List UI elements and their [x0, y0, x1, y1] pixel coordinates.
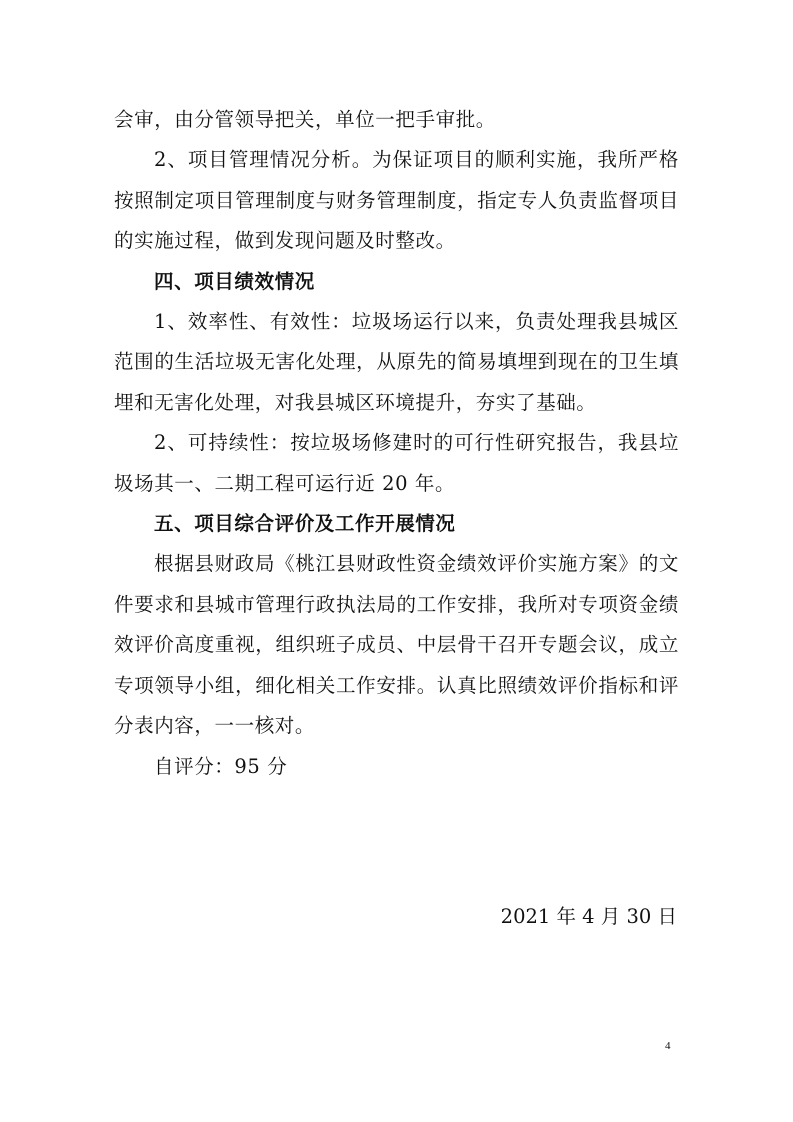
paragraph-approval: 会审，由分管领导把关，单位一把手审批。: [114, 108, 496, 131]
page-number: 4: [665, 1040, 671, 1052]
paragraph-sustainability: 2、可持续性：按垃圾场修建时的可行性研究报告，我县垃圾场其一、二期工程可运行近 20 年。: [114, 431, 679, 495]
document-date: 2021 年 4 月 30 日: [500, 905, 677, 928]
paragraph-efficiency: 1、效率性、有效性：垃圾场运行以来，负责处理我县城区范围的生活垃圾无害化处理，从原先的简易填埋到现在的卫生填埋和无害化处理，对我县城区环境提升，夯实了基础。: [114, 310, 679, 414]
section-heading-evaluation: 五、项目综合评价及工作开展情况: [154, 512, 456, 536]
paragraph-evaluation: 根据县财政局《桃江县财政性资金绩效评价实施方案》的文件要求和县城市管理行政执法局的工作安排，我所对专项资金绩效评价高度重视，组织班子成员、中层骨干召开专题会议，成立专项领导小组，细化相关工作安排。认真比照绩效评价指标和评分表内容，一一核对。: [114, 552, 679, 738]
paragraph-self-score: 自评分：95 分: [154, 754, 288, 778]
section-heading-performance: 四、项目绩效情况: [154, 269, 315, 293]
paragraph-project-management: 2、项目管理情况分析。为保证项目的顺利实施，我所严格按照制定项目管理制度与财务管理制度，指定专人负责监督项目的实施过程，做到发现问题及时整改。: [114, 148, 679, 253]
document-body: [114, 100, 679, 787]
